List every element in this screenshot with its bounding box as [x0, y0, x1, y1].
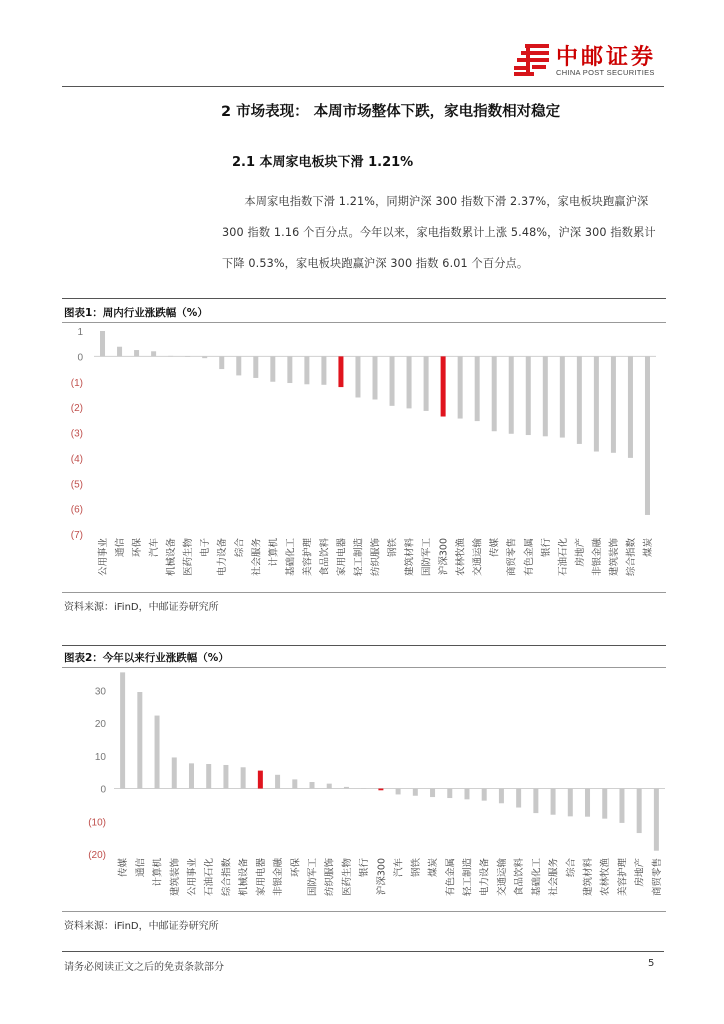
chart2-category-label: 煤炭 [428, 858, 440, 878]
chart1-category-label: 环保 [132, 538, 144, 558]
chart1-bar [253, 356, 258, 378]
figure2-top-rule [62, 645, 666, 646]
figure1-title: 图表1：周内行业涨跌幅（%） [64, 307, 208, 319]
chart2-bar [327, 784, 332, 789]
chart2-category-label: 综合指数 [221, 858, 233, 897]
chart1-bar [424, 356, 429, 411]
chart1-bar [355, 356, 360, 397]
chart2-category-label: 电力设备 [479, 858, 491, 897]
chart1-category-label: 农林牧渔 [455, 538, 467, 577]
chart2-bar [120, 672, 125, 788]
chart2-bar [396, 789, 401, 795]
chart1-bar [407, 356, 412, 408]
chart2-category-label: 国防军工 [307, 858, 319, 897]
chart2-category-label: 汽车 [393, 858, 405, 878]
chart1-bar [475, 356, 480, 421]
chart1-bar [458, 356, 463, 418]
figure1-title-rule [62, 322, 666, 323]
chart1-y-tick-label: (1) [70, 377, 83, 389]
chart1-bar [100, 331, 105, 356]
chart1-bar [236, 356, 241, 375]
chart2-category-label: 房地产 [634, 858, 646, 887]
chart1-y-tick-label: (5) [70, 479, 83, 491]
chart2-category-label: 建筑材料 [583, 858, 595, 897]
chart2-category-label: 传媒 [118, 858, 130, 878]
chart2-bar [637, 789, 642, 834]
chart1-category-label: 石油石化 [557, 538, 569, 577]
chart2-category-label: 石油石化 [204, 858, 216, 897]
chart2-bar [568, 789, 573, 817]
figure1-source: 资料来源：iFinD，中邮证券研究所 [64, 602, 219, 613]
chart1-category-label: 有色金属 [523, 538, 535, 577]
chart2-bar [344, 787, 349, 789]
chart2-bar [241, 767, 246, 788]
chart1-y-tick-label: (3) [70, 428, 83, 440]
chart1-y-tick-label: (2) [70, 403, 83, 415]
chart1-bar [577, 356, 582, 444]
chart2-bar [223, 765, 228, 789]
chart1-bar [185, 356, 190, 357]
chart1-bar [509, 356, 514, 433]
chart2-category-label: 纺织服饰 [324, 858, 336, 897]
chart1-category-label: 医药生物 [183, 538, 195, 577]
chart2-bar [430, 789, 435, 798]
footer-disclaimer: 请务必阅读正文之后的免责条款部分 [64, 962, 224, 973]
chart2-category-label: 综合 [565, 858, 577, 878]
chart2-bar [619, 789, 624, 823]
figure1-bottom-rule [62, 592, 666, 593]
chart1-category-label: 综合指数 [625, 538, 637, 577]
chart1-y-tick-label: 0 [77, 352, 83, 364]
chart2-category-label: 银行 [359, 858, 371, 878]
chart1-category-label: 商贸零售 [506, 538, 518, 577]
chart1-category-label: 非银金融 [591, 538, 603, 577]
chart1-category-label: 基础化工 [285, 538, 297, 577]
page-number: 5 [648, 958, 655, 969]
chart1-bar [338, 356, 343, 387]
chart1-y-tick-label: (4) [70, 453, 83, 465]
chart2-bar [206, 764, 211, 789]
chart2-bar [499, 789, 504, 804]
chart1-category-label: 计算机 [268, 538, 280, 567]
chart1-bar [304, 356, 309, 384]
chart2-bar [292, 779, 297, 788]
chart2-y-tick-label: 20 [94, 719, 106, 731]
chart2-bar [464, 789, 469, 800]
chart2-category-label: 环保 [290, 858, 302, 878]
chart2-category-label: 非银金融 [273, 858, 285, 897]
chart2-bar [482, 789, 487, 801]
chart1-bar [390, 356, 395, 405]
figure1-chart [62, 324, 666, 590]
chart1-category-label: 美容护理 [302, 538, 314, 577]
chart2-bar [551, 789, 556, 815]
chart1-category-label: 纺织服饰 [370, 538, 382, 577]
figure2-bottom-rule [62, 911, 666, 912]
chart1-category-label: 房地产 [574, 538, 586, 567]
chart2-y-tick-label: (10) [88, 817, 106, 829]
chart1-y-tick-label: (7) [70, 530, 83, 541]
figure2-source: 资料来源：iFinD，中邮证券研究所 [64, 921, 219, 932]
chart1-bar [168, 356, 173, 357]
chart1-category-label: 社会服务 [251, 538, 263, 577]
chart1-bar [441, 356, 446, 416]
chart2-bar [137, 692, 142, 789]
chart1-category-label: 沪深300 [438, 538, 450, 576]
chart2-y-tick-label: 0 [100, 784, 106, 796]
chart2-bar [258, 771, 263, 789]
chart1-category-label: 综合 [234, 538, 246, 558]
chart2-bar [378, 789, 383, 791]
chart2-category-label: 沪深300 [376, 858, 388, 896]
chart1-category-label: 传媒 [489, 538, 501, 558]
chart2-bar [533, 789, 538, 814]
china-post-logo-icon [512, 40, 552, 80]
logo-text-en: CHINA POST SECURITIES [556, 68, 655, 77]
chart1-bar [645, 356, 650, 515]
section-paragraph: 本周家电指数下滑 1.21%，同期沪深 300 指数下滑 2.37%，家电板块跑赢沪深 300 指数 1.16 个百分点。今年以来，家电指数累计上涨 5.48%，沪深 300 指数累计下降 0.53%，家电板块跑赢沪深 300 指数 6.01 个百分点。 [222, 195, 656, 270]
chart2-bar [516, 789, 521, 808]
chart1-bar [202, 356, 207, 358]
chart2-category-label: 有色金属 [445, 858, 457, 897]
chart2-category-label: 家用电器 [255, 858, 267, 897]
chart1-category-label: 煤炭 [642, 538, 654, 558]
chart2-category-label: 交通运输 [496, 858, 508, 897]
chart1-y-tick-label: (6) [70, 504, 83, 516]
figure2-title: 图表2：今年以来行业涨跌幅（%） [64, 652, 229, 664]
figure2-chart [62, 669, 666, 909]
chart2-bar [310, 782, 315, 789]
figure1-top-rule [62, 298, 666, 299]
chart1-bar [134, 350, 139, 356]
logo-text-cn: 中邮证券 [556, 45, 657, 70]
chart2-category-label: 农林牧渔 [600, 858, 612, 897]
chart1-category-label: 家用电器 [336, 538, 348, 577]
chart1-bar [287, 356, 292, 383]
section-subtitle: 2.1 本周家电板块下滑 1.21% [232, 155, 414, 170]
chart2-category-label: 商贸零售 [651, 858, 663, 897]
chart2-category-label: 食品饮料 [514, 858, 526, 897]
chart1-category-label: 钢铁 [387, 538, 399, 558]
chart1-bar [321, 356, 326, 384]
chart1-bar [594, 356, 599, 451]
chart2-bar [361, 788, 366, 789]
chart2-category-label: 钢铁 [410, 858, 422, 878]
chart2-category-label: 建筑装饰 [169, 858, 181, 897]
chart1-category-label: 交通运输 [472, 538, 484, 577]
chart1-bar [543, 356, 548, 436]
chart2-bar [585, 789, 590, 817]
chart1-bar [560, 356, 565, 437]
brand-logo [512, 40, 672, 84]
chart1-bar [526, 356, 531, 435]
chart2-y-tick-label: (20) [88, 850, 106, 861]
chart1-category-label: 建筑装饰 [608, 538, 620, 577]
chart2-bar [602, 789, 607, 819]
chart2-bar [275, 775, 280, 789]
chart1-category-label: 电子 [200, 538, 212, 558]
chart1-category-label: 建筑材料 [404, 538, 416, 577]
chart1-category-label: 通信 [115, 538, 127, 558]
chart2-category-label: 计算机 [152, 858, 164, 887]
chart2-bar [155, 716, 160, 789]
chart1-category-label: 国防军工 [421, 538, 433, 577]
chart1-category-label: 银行 [540, 538, 552, 558]
chart1-category-label: 轻工制造 [353, 538, 365, 577]
chart2-bar [654, 789, 659, 851]
chart1-category-label: 食品饮料 [319, 538, 331, 577]
chart1-bar [492, 356, 497, 431]
footer-divider [62, 951, 664, 952]
chart1-category-label: 机械设备 [166, 538, 178, 577]
chart2-category-label: 机械设备 [238, 858, 250, 897]
chart2-category-label: 医药生物 [341, 858, 353, 897]
figure2-title-rule [62, 667, 666, 668]
chart2-y-tick-label: 10 [94, 751, 106, 763]
chart2-category-label: 公用事业 [186, 858, 198, 897]
chart1-category-label: 电力设备 [217, 538, 229, 577]
chart1-bar [373, 356, 378, 399]
chart2-bar [172, 757, 177, 788]
chart2-y-tick-label: 30 [94, 686, 106, 698]
chart1-category-label: 汽车 [149, 538, 161, 558]
chart1-bar [611, 356, 616, 452]
chart2-category-label: 基础化工 [531, 858, 543, 897]
chart2-bar [413, 789, 418, 796]
chart2-category-label: 轻工制造 [462, 858, 474, 897]
chart1-bar [219, 356, 224, 369]
chart1-category-label: 公用事业 [98, 538, 110, 577]
chart2-category-label: 美容护理 [617, 858, 629, 897]
chart1-bar [151, 351, 156, 356]
chart2-category-label: 通信 [135, 858, 147, 878]
chart1-bar [117, 347, 122, 357]
chart1-y-tick-label: 1 [77, 327, 83, 338]
chart2-bar [189, 763, 194, 788]
chart2-category-label: 社会服务 [548, 858, 560, 897]
chart1-bar [628, 356, 633, 458]
chart2-bar [447, 789, 452, 798]
section-title: 2 市场表现： 本周市场整体下跌，家电指数相对稳定 [221, 104, 561, 120]
chart1-bar [270, 356, 275, 381]
header-divider [62, 86, 664, 87]
